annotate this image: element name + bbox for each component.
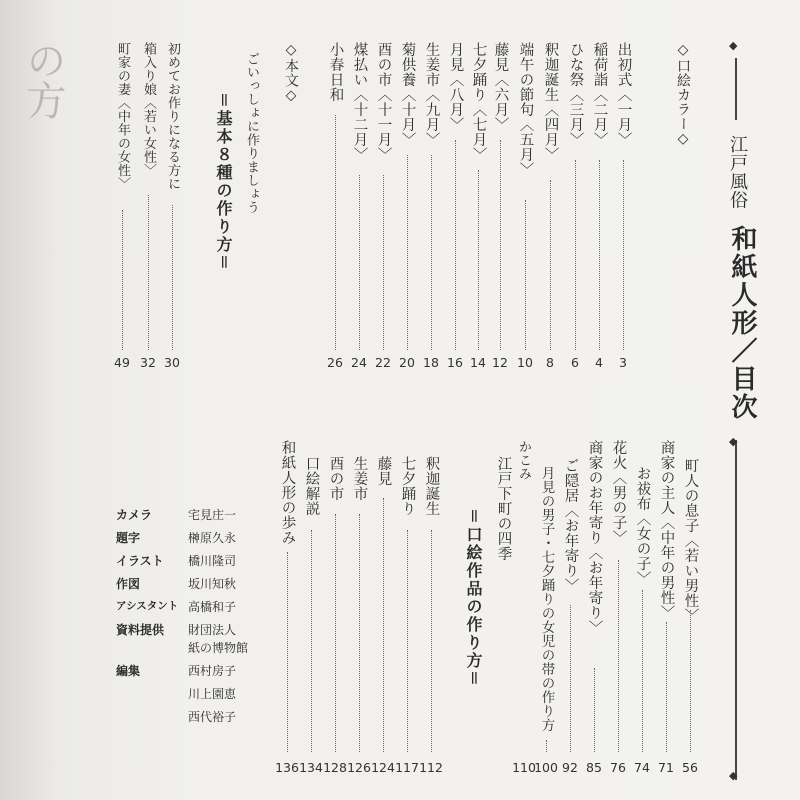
credit-role: イラスト [116, 554, 164, 568]
toc-leader [148, 195, 149, 350]
toc-page-number: 3 [619, 355, 627, 370]
diamond-ornament-icon: ◆ [729, 435, 738, 448]
toc-page-number: 10 [517, 355, 533, 370]
toc-leader [431, 155, 432, 350]
page-title: 和紙人形／目次 [727, 225, 757, 421]
credit-name: 西代裕子 [188, 710, 237, 724]
credit-name: 紙の博物館 [188, 641, 249, 655]
toc-leader [359, 514, 360, 752]
toc-page-number: 126 [347, 760, 371, 775]
toc-page-number: 92 [562, 760, 578, 775]
toc-entry-label: 酉の市 [327, 456, 344, 501]
toc-page-number: 22 [375, 355, 391, 370]
toc-entry-label: 藤見 [375, 456, 392, 486]
toc-leader [618, 560, 619, 752]
toc-page-number: 110 [512, 760, 536, 775]
toc-page-number: 128 [323, 760, 347, 775]
toc-entry-label: 初めてお作りになる方に [165, 42, 180, 191]
toc-leader [122, 210, 123, 350]
credit-name: 坂川知秋 [188, 577, 237, 591]
toc-entry-label: 町人の息子〈若い男性〉 [682, 458, 699, 623]
toc-page-number: 18 [423, 355, 439, 370]
toc-page-number: 71 [658, 760, 674, 775]
credit-role: アシスタント [116, 600, 179, 612]
toc-leader [642, 590, 643, 752]
diamond-ornament-icon: ◆ [729, 769, 738, 782]
toc-entry-label: ひな祭〈三月〉 [567, 42, 584, 147]
section-intro: 江戸下町の四季 [495, 456, 512, 561]
toc-entry-label: 煤払い〈十二月〉 [351, 42, 368, 162]
toc-leader [383, 498, 384, 752]
toc-entry-label: 出初式〈一月〉 [615, 42, 632, 147]
toc-entry-label: 商家のお年寄り〈お年寄り〉 [586, 440, 603, 635]
toc-leader [525, 200, 526, 350]
toc-page-number: 117 [395, 760, 419, 775]
toc-entry-label: 七夕踊り〈七月〉 [470, 42, 487, 162]
toc-leader [311, 530, 312, 752]
credit-name: 川上園恵 [188, 687, 237, 701]
title-sub: 江戸風俗 [727, 135, 748, 209]
section-subheading-basic: ＝基本８種の作り方＝ [214, 92, 233, 272]
toc-leader [570, 605, 571, 752]
toc-page-number: 56 [682, 760, 698, 775]
toc-page-number: 49 [114, 355, 130, 370]
previous-page-ghost-text: の方 [20, 40, 66, 120]
toc-leader [455, 140, 456, 350]
toc-entry-label: 酉の市〈十一月〉 [375, 42, 392, 162]
toc-leader [666, 622, 667, 752]
toc-leader [407, 155, 408, 350]
toc-leader [287, 552, 288, 752]
credit-name: 榊原久永 [188, 531, 237, 545]
toc-page-number: 85 [586, 760, 602, 775]
title-top-rule [735, 58, 737, 120]
toc-leader [599, 160, 600, 350]
toc-page-number: 124 [371, 760, 395, 775]
section-intro: ごいっしょに作りましょう [244, 52, 259, 214]
toc-leader [431, 530, 432, 752]
credit-role: カメラ [116, 508, 153, 522]
toc-page-number: 76 [610, 760, 626, 775]
toc-page-number: 134 [299, 760, 323, 775]
toc-leader [500, 140, 501, 350]
toc-leader [335, 514, 336, 752]
credit-name: 宅見庄一 [188, 508, 237, 522]
toc-entry-label: 箱入り娘〈若い女性〉 [141, 42, 156, 177]
toc-entry-label: 花火〈男の子〉 [610, 440, 627, 545]
toc-entry-label: 生姜市 [351, 456, 368, 501]
toc-leader [172, 205, 173, 350]
toc-entry-label: 藤見〈六月〉 [492, 42, 509, 132]
toc-entry-label: かこみ [516, 440, 531, 481]
toc-leader [407, 530, 408, 752]
toc-entry-label: 月見の男子・七夕踊りの女児の帯の作り方 [538, 466, 555, 732]
toc-leader [550, 180, 551, 350]
toc-entry-label: 月見〈八月〉 [447, 42, 464, 132]
toc-entry-label: ご隠居〈お年寄り〉 [562, 458, 579, 593]
toc-page-number: 74 [634, 760, 650, 775]
toc-entry-label: 釈迦誕生〈四月〉 [542, 42, 559, 162]
toc-entry-label: 釈迦誕生 [423, 456, 440, 516]
toc-page-number: 6 [571, 355, 579, 370]
toc-entry-label: 生姜市〈九月〉 [423, 42, 440, 147]
toc-page-number: 12 [492, 355, 508, 370]
credit-role: 編集 [116, 664, 141, 678]
toc-entry-label: 端午の節句〈五月〉 [517, 42, 534, 177]
toc-page-number: 26 [327, 355, 343, 370]
toc-page-number: 30 [164, 355, 180, 370]
toc-page-number: 14 [470, 355, 486, 370]
toc-page-number: 16 [447, 355, 463, 370]
toc-leader [575, 160, 576, 350]
toc-page-number: 4 [595, 355, 603, 370]
credit-role: 題字 [116, 531, 141, 545]
credit-name: 橋川隆司 [188, 554, 237, 568]
toc-leader [594, 668, 595, 752]
toc-entry-label: 口絵解説 [303, 456, 320, 516]
credit-name: 財団法人 [188, 623, 237, 637]
toc-entry-label: 町家の妻〈中年の女性〉 [115, 42, 130, 191]
toc-page-number: 32 [140, 355, 156, 370]
toc-entry-label: お祓布〈女の子〉 [634, 466, 651, 586]
credit-name: 高橋和子 [188, 600, 237, 614]
toc-entry-label: 稲荷詣〈二月〉 [591, 42, 608, 147]
section-heading-main-text: ◇本文◇ [283, 42, 299, 104]
toc-leader [335, 115, 336, 350]
toc-leader [383, 175, 384, 350]
toc-page-number: 136 [275, 760, 299, 775]
title-bottom-rule [735, 440, 737, 780]
credit-role: 作図 [116, 577, 141, 591]
toc-entry-label: 菊供養〈十月〉 [399, 42, 416, 147]
toc-entry-label: 七夕踊り [399, 456, 416, 516]
toc-page-number: 8 [546, 355, 554, 370]
toc-page-number: 24 [351, 355, 367, 370]
toc-page-number: 100 [534, 760, 558, 775]
toc-leader [623, 160, 624, 350]
diamond-ornament-icon: ◆ [729, 39, 738, 52]
section-subheading-plates: ＝口絵作品の作り方＝ [464, 508, 483, 688]
toc-leader [478, 170, 479, 350]
toc-leader [546, 740, 547, 752]
credit-name: 西村房子 [188, 664, 237, 678]
toc-entry-label: 小春日和 [327, 42, 344, 102]
toc-page-number: 112 [419, 760, 443, 775]
toc-leader [359, 175, 360, 350]
toc-entry-label: 商家の主人〈中年の男性〉 [658, 440, 675, 620]
toc-page-number: 20 [399, 355, 415, 370]
credit-role: 資料提供 [116, 623, 165, 637]
toc-leader [690, 610, 691, 752]
toc-entry-label: 和紙人形の歩み [279, 440, 296, 545]
section-heading-color-plates: ◇口絵カラー◇ [675, 42, 691, 148]
